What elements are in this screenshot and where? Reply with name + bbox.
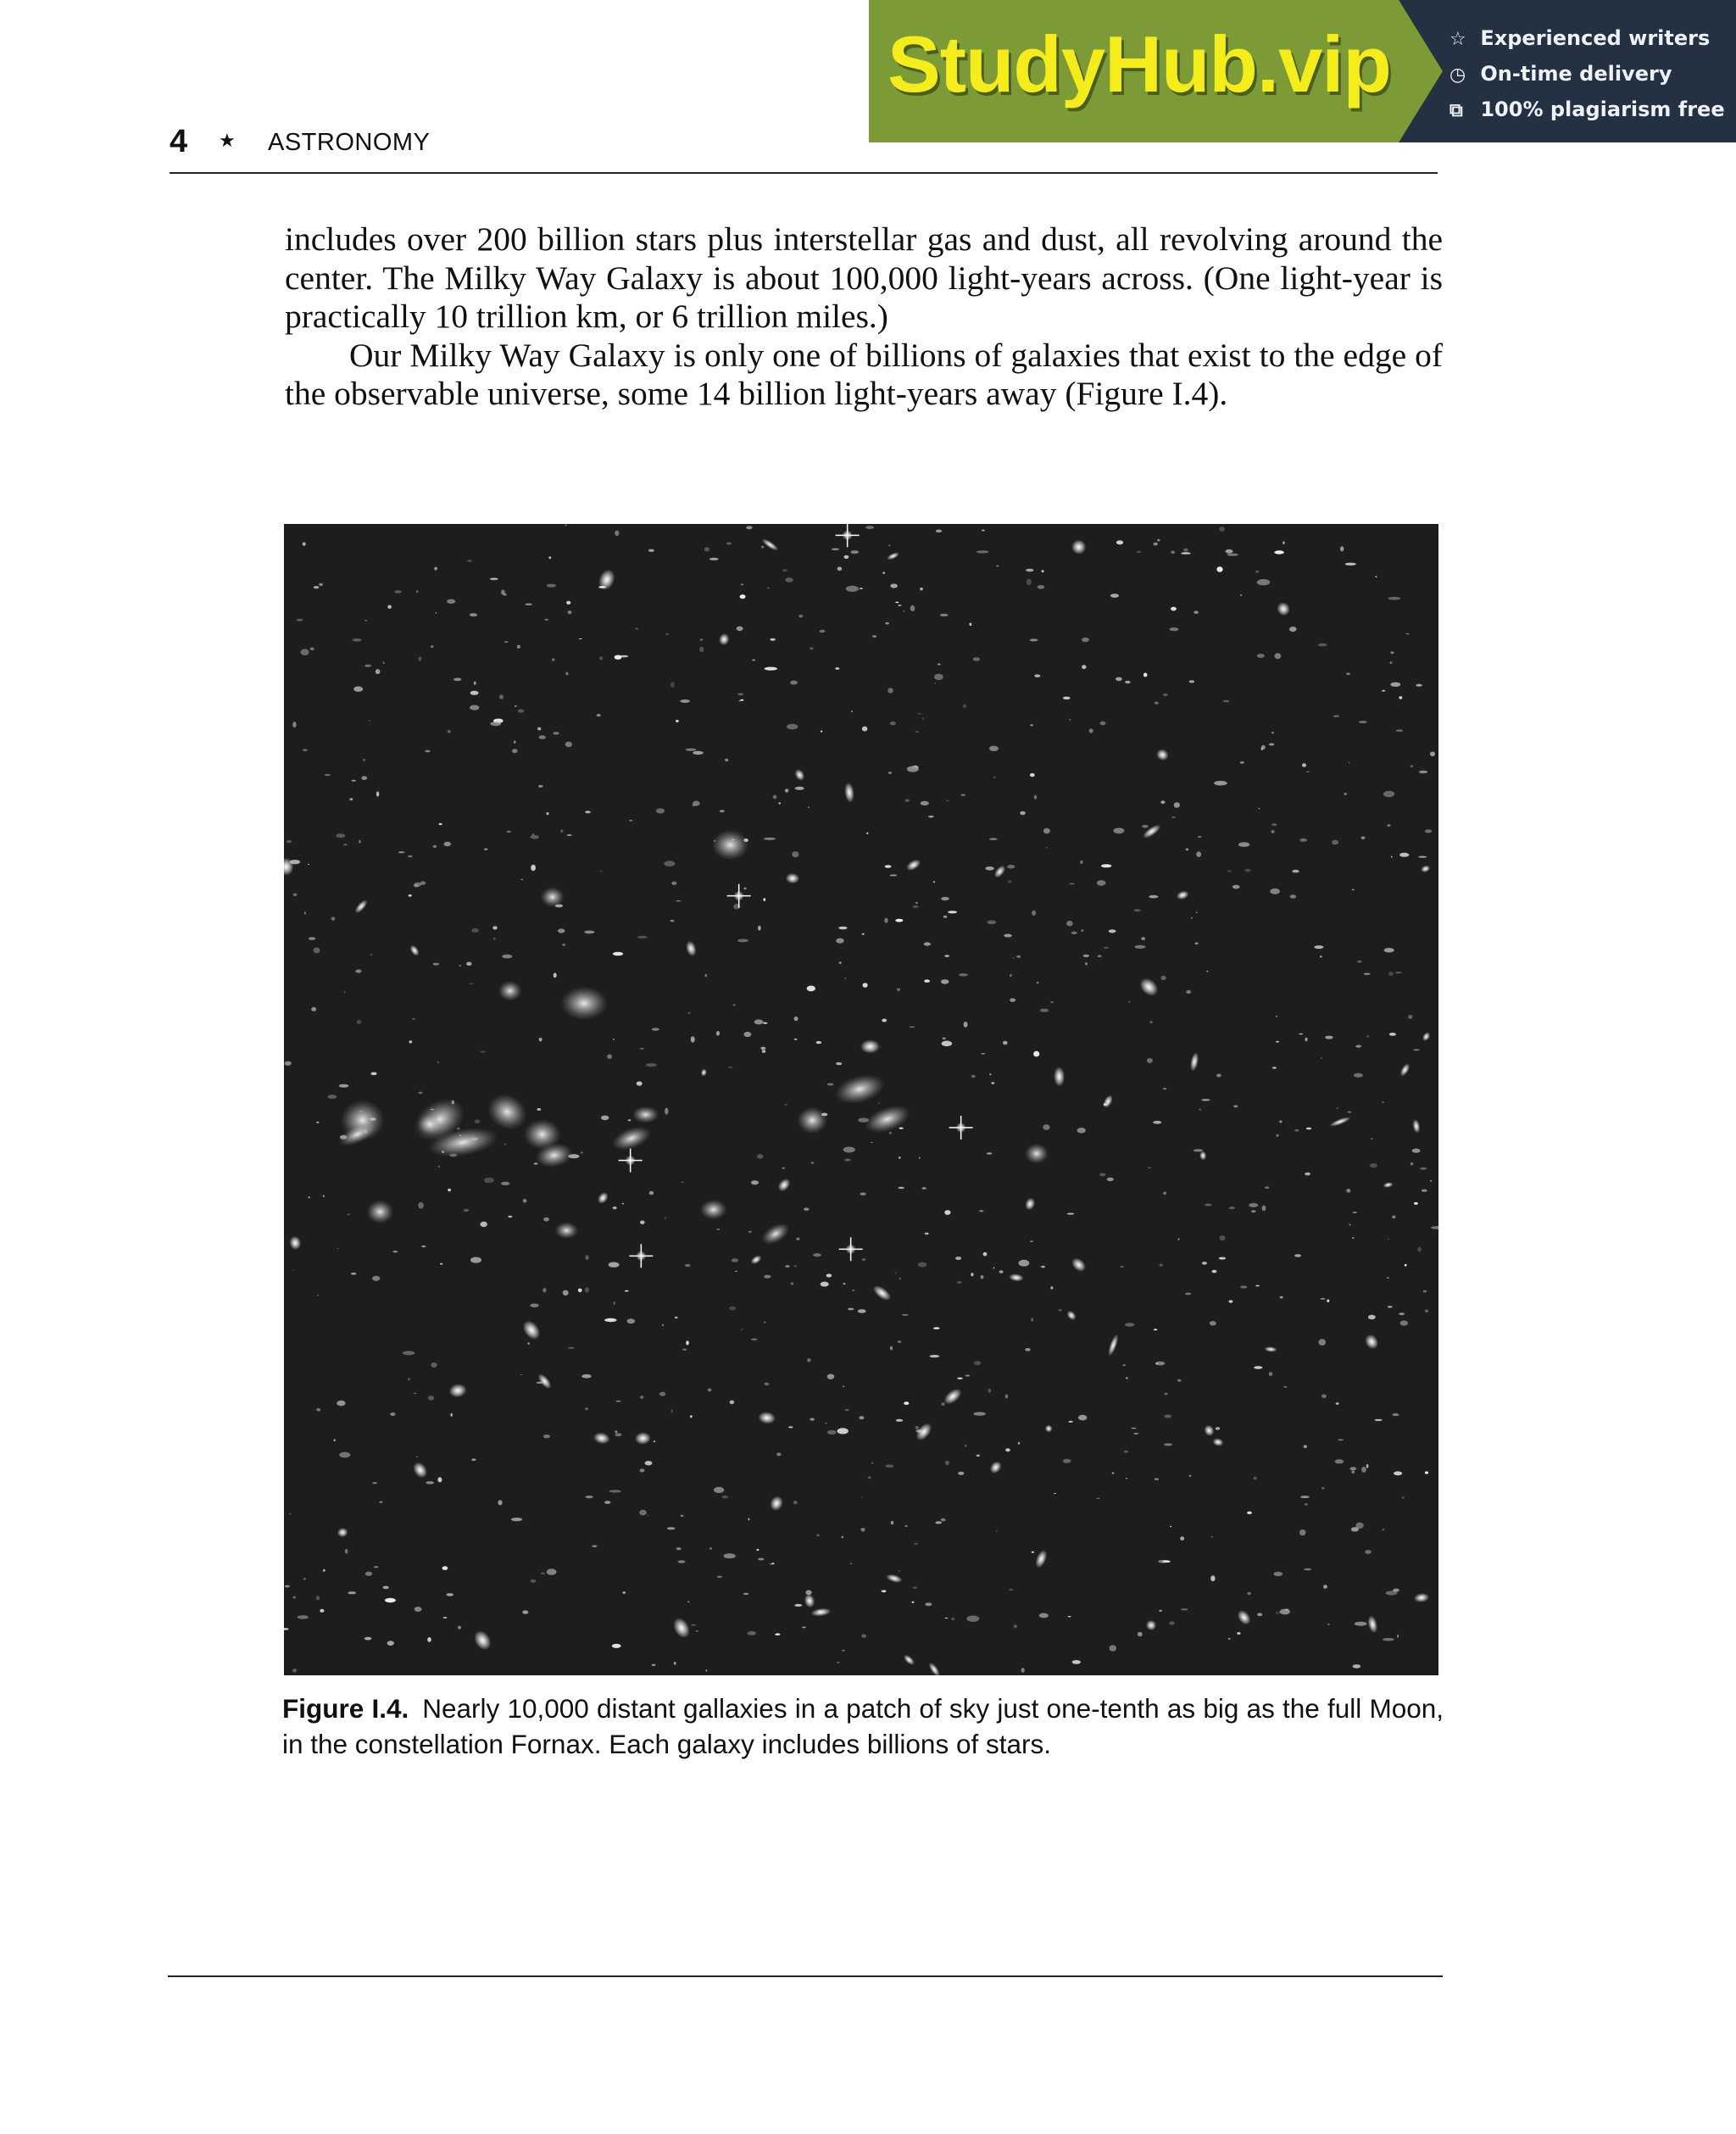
deep-field-photo <box>284 524 1438 1675</box>
body-text <box>285 220 1443 414</box>
running-header-title: ASTRONOMY <box>268 129 431 156</box>
figure-caption <box>282 1691 1444 1762</box>
header-rule <box>170 172 1438 174</box>
star-icon: ★ <box>219 131 236 152</box>
ad-feature-item <box>1449 20 1729 56</box>
footer-rule <box>168 1975 1443 1977</box>
ad-logo[interactable]: StudyHub.vip <box>887 20 1391 109</box>
ad-feature-label: On-time delivery <box>1480 62 1672 86</box>
ad-feature-label: 100% plagiarism free <box>1480 98 1725 121</box>
ad-feature-item <box>1449 56 1729 92</box>
ad-feature-item <box>1449 92 1729 127</box>
paragraph: Our Milky Way Galaxy is only one of billions of galaxies that exist to the edge of the observable universe, some 14 billion light-years away (Figure I.4). <box>285 336 1443 412</box>
figure-label: Figure I.4. <box>282 1693 409 1724</box>
star-outline-icon: ☆ <box>1449 29 1466 50</box>
paragraph: includes over 200 billion stars plus interstellar gas and dust, all revolving around the center. The Milky Way Galaxy is about 100,000 light-years across. (One light-year is practically 10 trillion km, or 6 trillion miles.) <box>285 220 1443 335</box>
clock-icon: ◷ <box>1449 64 1466 86</box>
ad-feature-label: Experienced writers <box>1480 26 1711 50</box>
galaxy-field-image <box>284 524 1438 1675</box>
figure-caption-text: Nearly 10,000 distant gallaxies in a patch of sky just one-tenth as big as the full Moon, in the constellation Fornax. Each galaxy includes billions of stars. <box>282 1693 1444 1759</box>
ad-feature-list <box>1449 20 1729 127</box>
running-header <box>170 119 1438 178</box>
page-number: 4 <box>170 124 188 159</box>
copy-check-icon: ⧉ <box>1449 100 1463 121</box>
